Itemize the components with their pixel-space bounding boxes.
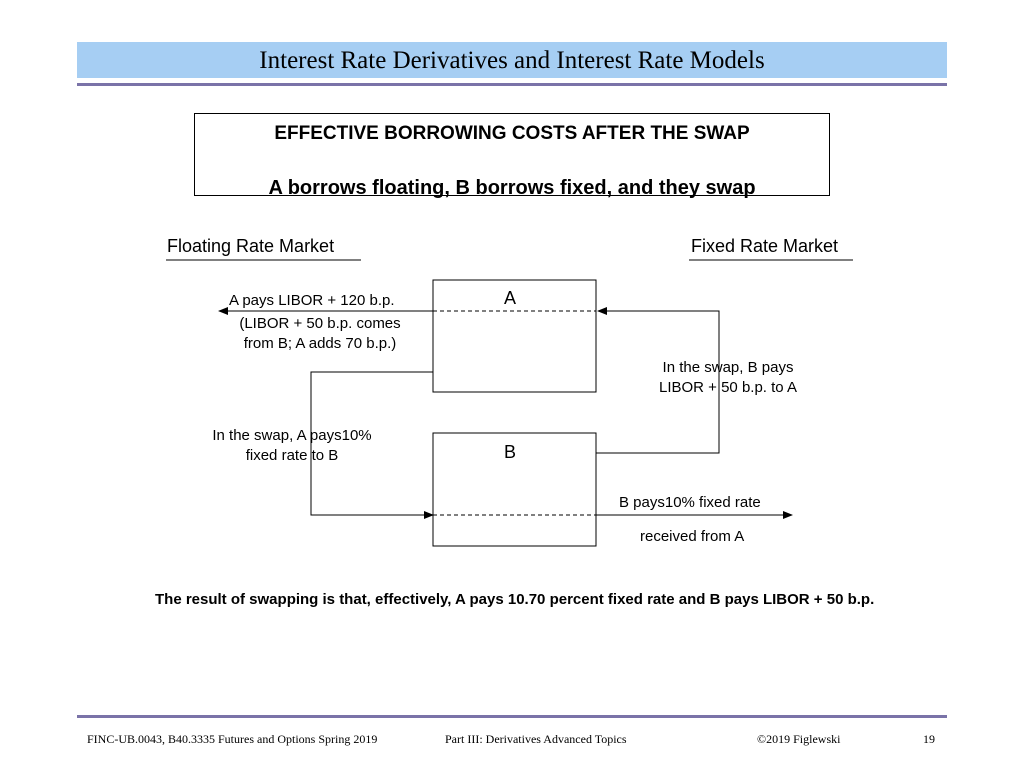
slide-title: Interest Rate Derivatives and Interest Rate Models: [77, 42, 947, 78]
footer-copyright: ©2019 Figlewski: [757, 732, 841, 746]
a-note-line-1: (LIBOR + 50 b.p. comes: [239, 315, 401, 332]
box-a-label: A: [504, 288, 517, 308]
page-number: 19: [923, 732, 935, 746]
b-pays-label: B pays10% fixed rate: [619, 494, 761, 511]
a-pays-label: A pays LIBOR + 120 b.p.: [229, 292, 395, 309]
footer-part: Part III: Derivatives Advanced Topics: [445, 732, 627, 746]
floating-market-label: Floating Rate Market: [167, 236, 335, 256]
fixed-market-label: Fixed Rate Market: [691, 236, 839, 256]
a-swap-line-2: fixed rate to B: [245, 447, 339, 464]
result-text: The result of swapping is that, effectively, A pays 10.70 percent fixed rate and B pays LIBOR + 50 b.p.: [155, 591, 875, 608]
b-swap-line-1: In the swap, B pays: [662, 359, 794, 376]
a-swap-line-1: In the swap, A pays10%: [212, 427, 372, 444]
a-note-line-2: from B; A adds 70 b.p.): [243, 335, 397, 352]
footer-course: FINC-UB.0043, B40.3335 Futures and Options Spring 2019: [87, 732, 378, 746]
heading-line-1: EFFECTIVE BORROWING COSTS AFTER THE SWAP: [274, 123, 750, 144]
b-received-label: received from A: [640, 528, 745, 545]
footer-divider: [77, 715, 947, 718]
b-swap-line-2: LIBOR + 50 b.p. to A: [658, 379, 797, 396]
heading-line-2: A borrows floating, B borrows fixed, and they swap: [268, 177, 756, 199]
box-b-label: B: [504, 442, 517, 462]
